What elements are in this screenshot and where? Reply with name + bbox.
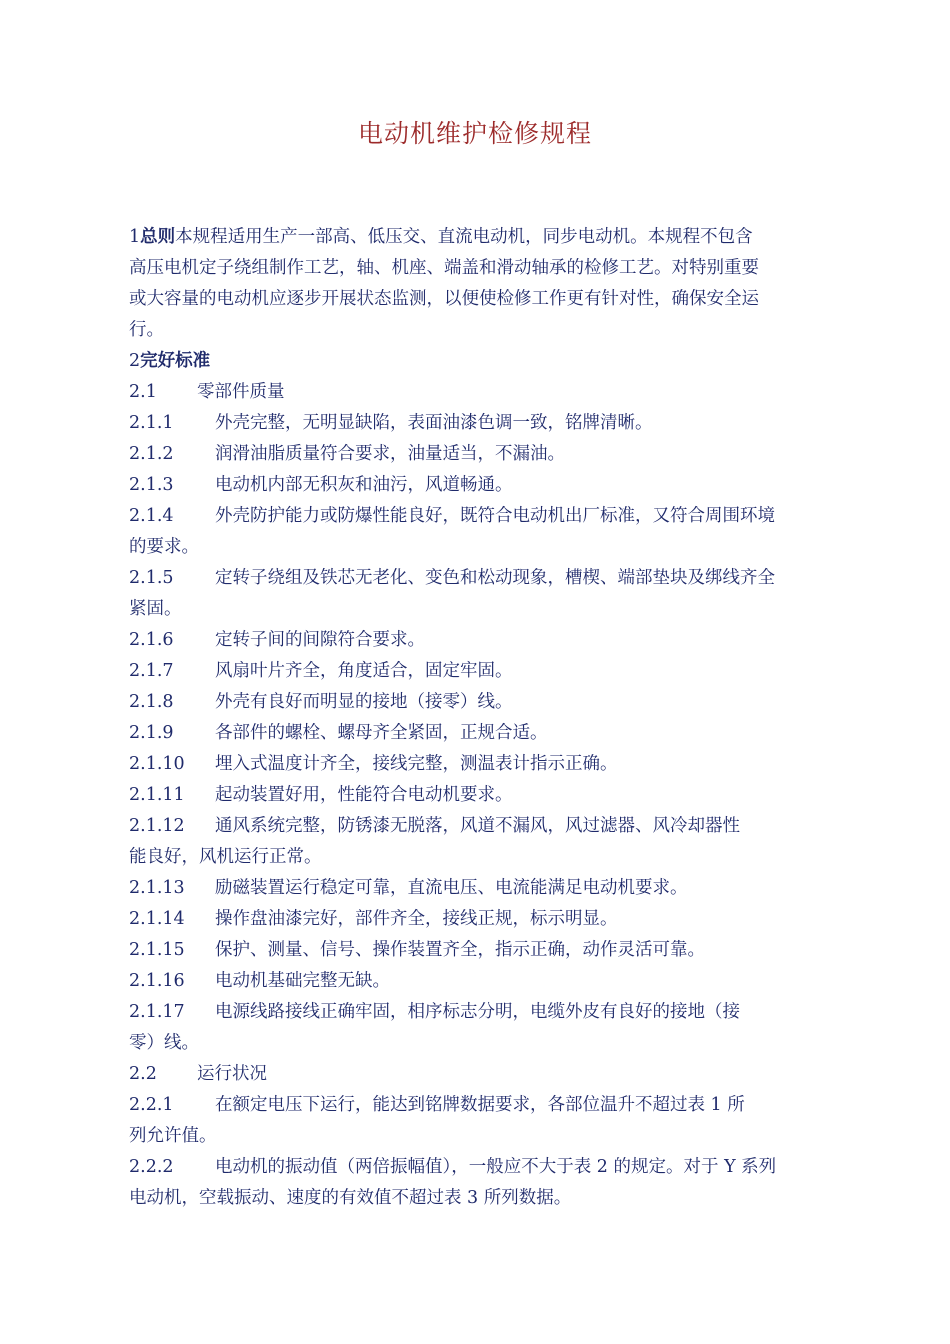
list-item	[129, 873, 829, 904]
item-text: 在额定电压下运行，能达到铭牌数据要求，各部位温升不超过表 1 所	[215, 1095, 745, 1115]
subsection-number: 2.2	[129, 1064, 157, 1084]
item-number: 2.1.5	[129, 568, 174, 588]
item-text: 外壳有良好而明显的接地（接零）线。	[215, 692, 513, 712]
list-item	[129, 625, 829, 656]
list-2-1	[129, 408, 829, 1059]
item-number: 2.1.12	[129, 816, 185, 836]
list-item	[129, 966, 829, 997]
item-number: 2.1.6	[129, 630, 174, 650]
item-text: 起动装置好用，性能符合电动机要求。	[215, 785, 513, 805]
item-text-continuation: 能良好，风机运行正常。	[129, 847, 322, 867]
item-text: 各部件的螺栓、螺母齐全紧固，正规合适。	[215, 723, 548, 743]
item-text: 励磁装置运行稳定可靠，直流电压、电流能满足电动机要求。	[215, 878, 688, 898]
item-number: 2.1.4	[129, 506, 174, 526]
item-text-continuation: 列允许值。	[129, 1126, 217, 1146]
item-number: 2.2.1	[129, 1095, 174, 1115]
item-text: 操作盘油漆完好，部件齐全，接线正规，标示明显。	[215, 909, 618, 929]
list-item	[129, 1152, 829, 1183]
list-item	[129, 780, 829, 811]
section-heading: 完好标准	[140, 351, 211, 371]
item-number: 2.1.17	[129, 1002, 185, 1022]
list-2-2	[129, 1090, 829, 1214]
item-number: 2.1.7	[129, 661, 174, 681]
subsection-title: 运行状况	[197, 1064, 267, 1084]
list-item	[129, 935, 829, 966]
subsection-2-2-heading	[129, 1059, 829, 1090]
subsection-2-1-heading	[129, 377, 829, 408]
item-number: 2.1.9	[129, 723, 174, 743]
section-1-line-1	[129, 222, 829, 253]
item-number: 2.1.10	[129, 754, 185, 774]
paragraph-text: 本规程适用生产一部高、低压交、直流电动机，同步电动机。本规程不包含	[175, 227, 753, 247]
list-item	[129, 501, 829, 532]
list-item	[129, 656, 829, 687]
list-item	[129, 439, 829, 470]
item-text: 定转子绕组及铁芯无老化、变色和松动现象，槽楔、端部垫块及绑线齐全	[215, 568, 775, 588]
list-item	[129, 687, 829, 718]
item-text-continuation: 零）线。	[129, 1033, 199, 1053]
section-general	[129, 222, 829, 346]
subsection-number: 2.1	[129, 382, 157, 402]
paragraph-line: 或大容量的电动机应逐步开展状态监测，以便使检修工作更有针对性，确保安全运	[129, 289, 759, 309]
item-number: 2.1.16	[129, 971, 185, 991]
item-text: 电源线路接线正确牢固，相序标志分明，电缆外皮有良好的接地（接	[215, 1002, 740, 1022]
list-item	[129, 749, 829, 780]
item-number: 2.1.2	[129, 444, 174, 464]
list-item	[129, 997, 829, 1028]
item-text: 风扇叶片齐全，角度适合，固定牢固。	[215, 661, 513, 681]
list-item	[129, 1090, 829, 1121]
section-number: 1	[129, 227, 141, 247]
item-number: 2.1.13	[129, 878, 185, 898]
item-text: 电动机基础完整无缺。	[215, 971, 390, 991]
item-text-continuation: 电动机，空载振动、速度的有效值不超过表 3 所列数据。	[129, 1188, 572, 1208]
section-number: 2	[129, 351, 141, 371]
item-text-continuation: 紧固。	[129, 599, 182, 619]
item-text: 定转子间的间隙符合要求。	[215, 630, 425, 650]
item-text: 电动机内部无积灰和油污，风道畅通。	[215, 475, 513, 495]
list-item	[129, 811, 829, 842]
item-number: 2.1.1	[129, 413, 174, 433]
subsection-title: 零部件质量	[197, 382, 285, 402]
document-body	[129, 222, 829, 1214]
item-text: 保护、测量、信号、操作装置齐全，指示正确，动作灵活可靠。	[215, 940, 705, 960]
item-number: 2.1.15	[129, 940, 185, 960]
item-number: 2.1.14	[129, 909, 185, 929]
list-item	[129, 470, 829, 501]
item-text: 外壳防护能力或防爆性能良好，既符合电动机出厂标准，又符合周围环境	[215, 506, 775, 526]
document-title: 电动机维护检修规程	[357, 119, 592, 148]
list-item	[129, 563, 829, 594]
item-text: 电动机的振动值（两倍振幅值），一般应不大于表 2 的规定。对于 Y 系列	[215, 1157, 777, 1177]
list-item	[129, 904, 829, 935]
section-heading: 总则	[140, 227, 176, 247]
item-number: 2.2.2	[129, 1157, 174, 1177]
item-text: 通风系统完整，防锈漆无脱落，风道不漏风，风过滤器、风冷却器性	[215, 816, 740, 836]
item-text: 埋入式温度计齐全，接线完整，测温表计指示正确。	[215, 754, 618, 774]
item-number: 2.1.8	[129, 692, 174, 712]
item-number: 2.1.3	[129, 475, 174, 495]
item-text: 润滑油脂质量符合要求，油量适当，不漏油。	[215, 444, 565, 464]
paragraph-line: 行。	[129, 320, 164, 340]
section-2-heading	[129, 346, 829, 377]
list-item	[129, 718, 829, 749]
item-number: 2.1.11	[129, 785, 185, 805]
item-text: 外壳完整，无明显缺陷，表面油漆色调一致，铭牌清晰。	[215, 413, 653, 433]
paragraph-line: 高压电机定子绕组制作工艺，轴、机座、端盖和滑动轴承的检修工艺。对特别重要	[129, 258, 759, 278]
list-item	[129, 408, 829, 439]
item-text-continuation: 的要求。	[129, 537, 199, 557]
